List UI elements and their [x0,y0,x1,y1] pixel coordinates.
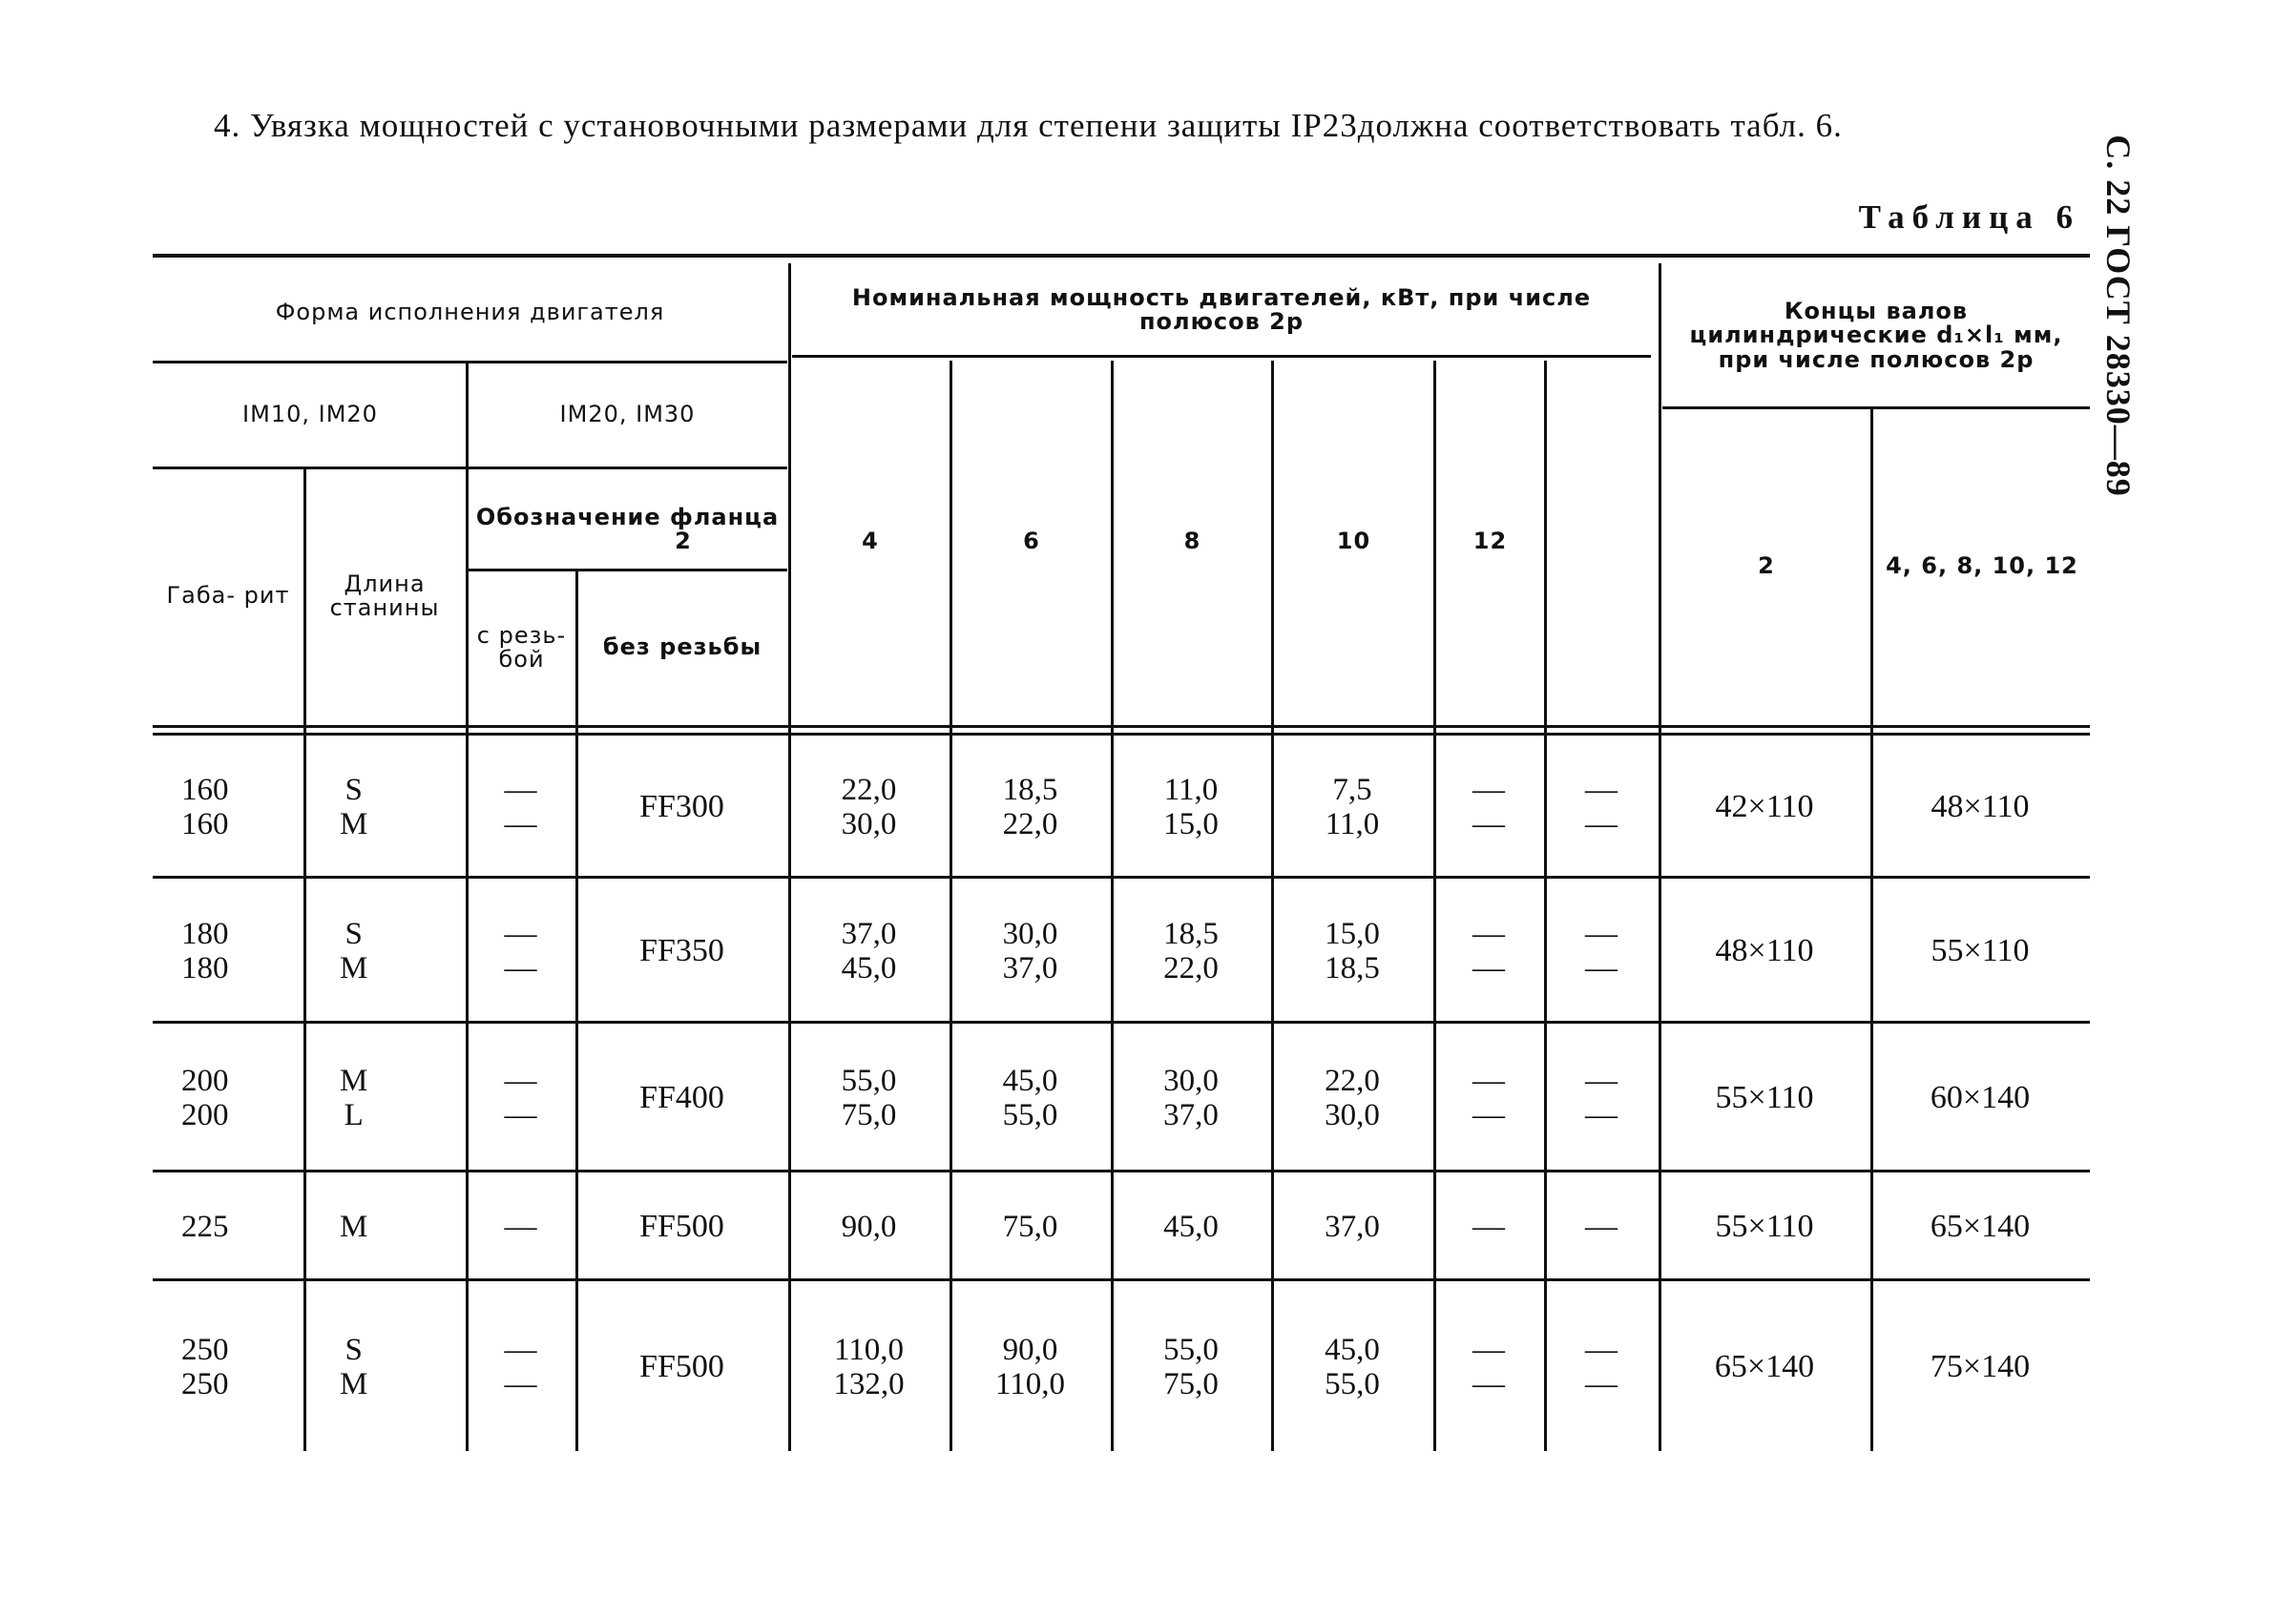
header-power: Номинальная мощность двигателей, кВт, при числе полюсов 2p [851,283,1592,335]
cell-gabarit: 160 160 [181,773,229,841]
side-label-text: С. 22 ГОСТ 28330—89 [2099,135,2138,497]
cell-p8: 37,0 [1325,1210,1380,1244]
cell-length: M L [340,1064,368,1132]
cell-p12: — — [1585,916,1618,985]
cell-p6: 55,0 75,0 [1163,1333,1219,1401]
cell-length: M [340,1210,368,1244]
cell-flange: FF400 [639,1080,724,1116]
row-rule [153,1021,2090,1024]
cell-s2: 65×140 [1714,1349,1815,1385]
header-bottom-rule [153,725,2090,728]
table-rule [1662,406,2090,409]
row-rule [153,1278,2090,1281]
cell-srest: 55×110 [1931,933,2030,969]
header-without-thread: без резьбы [602,633,762,661]
cell-with_thread: — [504,1209,537,1244]
header-shaft-rest: 4, 6, 8, 10, 12 [1886,552,2078,580]
cell-p8: 15,0 18,5 [1325,917,1380,985]
cell-with_thread: — — [504,772,537,841]
cell-p10: — — [1472,1063,1505,1132]
cell-p4: 18,5 22,0 [1002,773,1058,841]
cell-p4: 30,0 37,0 [1002,917,1058,985]
cell-p2: 37,0 45,0 [841,917,897,985]
cell-p2: 110,0 132,0 [833,1333,905,1401]
cell-with_thread: — — [504,1332,537,1401]
cell-srest: 48×110 [1931,789,2030,825]
cell-flange: FF500 [639,1209,724,1245]
cell-p12: — [1585,1209,1618,1244]
header-pole-8: 8 [1183,528,1201,555]
cell-length: S M [340,1333,368,1401]
cell-srest: 75×140 [1930,1349,2031,1385]
cell-flange: FF300 [639,789,724,825]
cell-p12: — — [1585,1063,1618,1132]
row-rule [153,876,2090,879]
cell-p10: — [1472,1209,1505,1244]
header-with-thread: с резь- бой [476,621,567,673]
cell-s2: 48×110 [1715,933,1814,969]
cell-p10: — — [1472,916,1505,985]
header-form: Форма исполнения двигателя [275,299,665,326]
header-im10: IM10, IM20 [242,400,378,427]
cell-s2: 55×110 [1715,1080,1814,1116]
cell-flange: FF500 [639,1349,724,1385]
cell-length: S M [340,917,368,985]
cell-p2: 22,0 30,0 [841,773,897,841]
cell-length: S M [340,773,368,841]
cell-p6: 45,0 [1163,1210,1219,1244]
header-flange: Обозначение фланца [475,504,780,531]
header-pole-12: 12 [1472,528,1508,555]
cell-p4: 45,0 55,0 [1002,1064,1058,1132]
cell-p8: 45,0 55,0 [1325,1333,1380,1401]
row-rule [153,1170,2090,1172]
cell-gabarit: 180 180 [181,917,229,985]
page-side-label [2080,114,2157,515]
header-gabarit: Габа- рит [166,582,290,610]
intro-paragraph: 4. Увязка мощностей с установочными размерами для степени защиты IP23должна соответствовать табл. 6. [214,107,1843,144]
cell-p6: 11,0 15,0 [1163,773,1219,841]
header-shaft-2: 2 [1758,552,1775,580]
cell-p6: 18,5 22,0 [1163,917,1219,985]
cell-flange: FF350 [639,933,724,969]
cell-p2: 55,0 75,0 [841,1064,897,1132]
header-pole-10: 10 [1336,528,1371,555]
cell-p10: — — [1472,772,1505,841]
header-length: Длина станины [329,570,440,621]
cell-with_thread: — — [504,916,537,985]
header-im20: IM20, IM30 [559,400,696,427]
header-pole-2: 2 [675,528,692,555]
cell-p8: 22,0 30,0 [1325,1064,1380,1132]
cell-with_thread: — — [504,1063,537,1132]
cell-p8: 7,5 11,0 [1325,773,1380,841]
table-rule [792,355,1651,358]
cell-p4: 90,0 110,0 [994,1333,1066,1401]
header-pole-4: 4 [862,528,879,555]
cell-s2: 55×110 [1715,1209,1814,1245]
header-bottom-rule [153,733,2090,736]
cell-p10: — — [1472,1332,1505,1401]
cell-srest: 60×140 [1930,1080,2031,1116]
cell-gabarit: 250 250 [181,1333,229,1401]
cell-p12: — — [1585,1332,1618,1401]
cell-p4: 75,0 [1002,1210,1058,1244]
cell-p2: 90,0 [841,1210,897,1244]
table-caption: Таблица 6 [1858,198,2080,236]
table-top-rule [153,254,2090,258]
cell-p12: — — [1585,772,1618,841]
cell-p6: 30,0 37,0 [1163,1064,1219,1132]
cell-srest: 65×140 [1930,1209,2031,1245]
header-pole-6: 6 [1023,528,1040,555]
header-shafts: Концы валов цилиндрические d₁×l₁ мм, при числе полюсов 2p [1689,298,2063,373]
cell-s2: 42×110 [1715,789,1814,825]
cell-gabarit: 200 200 [181,1064,229,1132]
cell-gabarit: 225 [181,1210,229,1244]
